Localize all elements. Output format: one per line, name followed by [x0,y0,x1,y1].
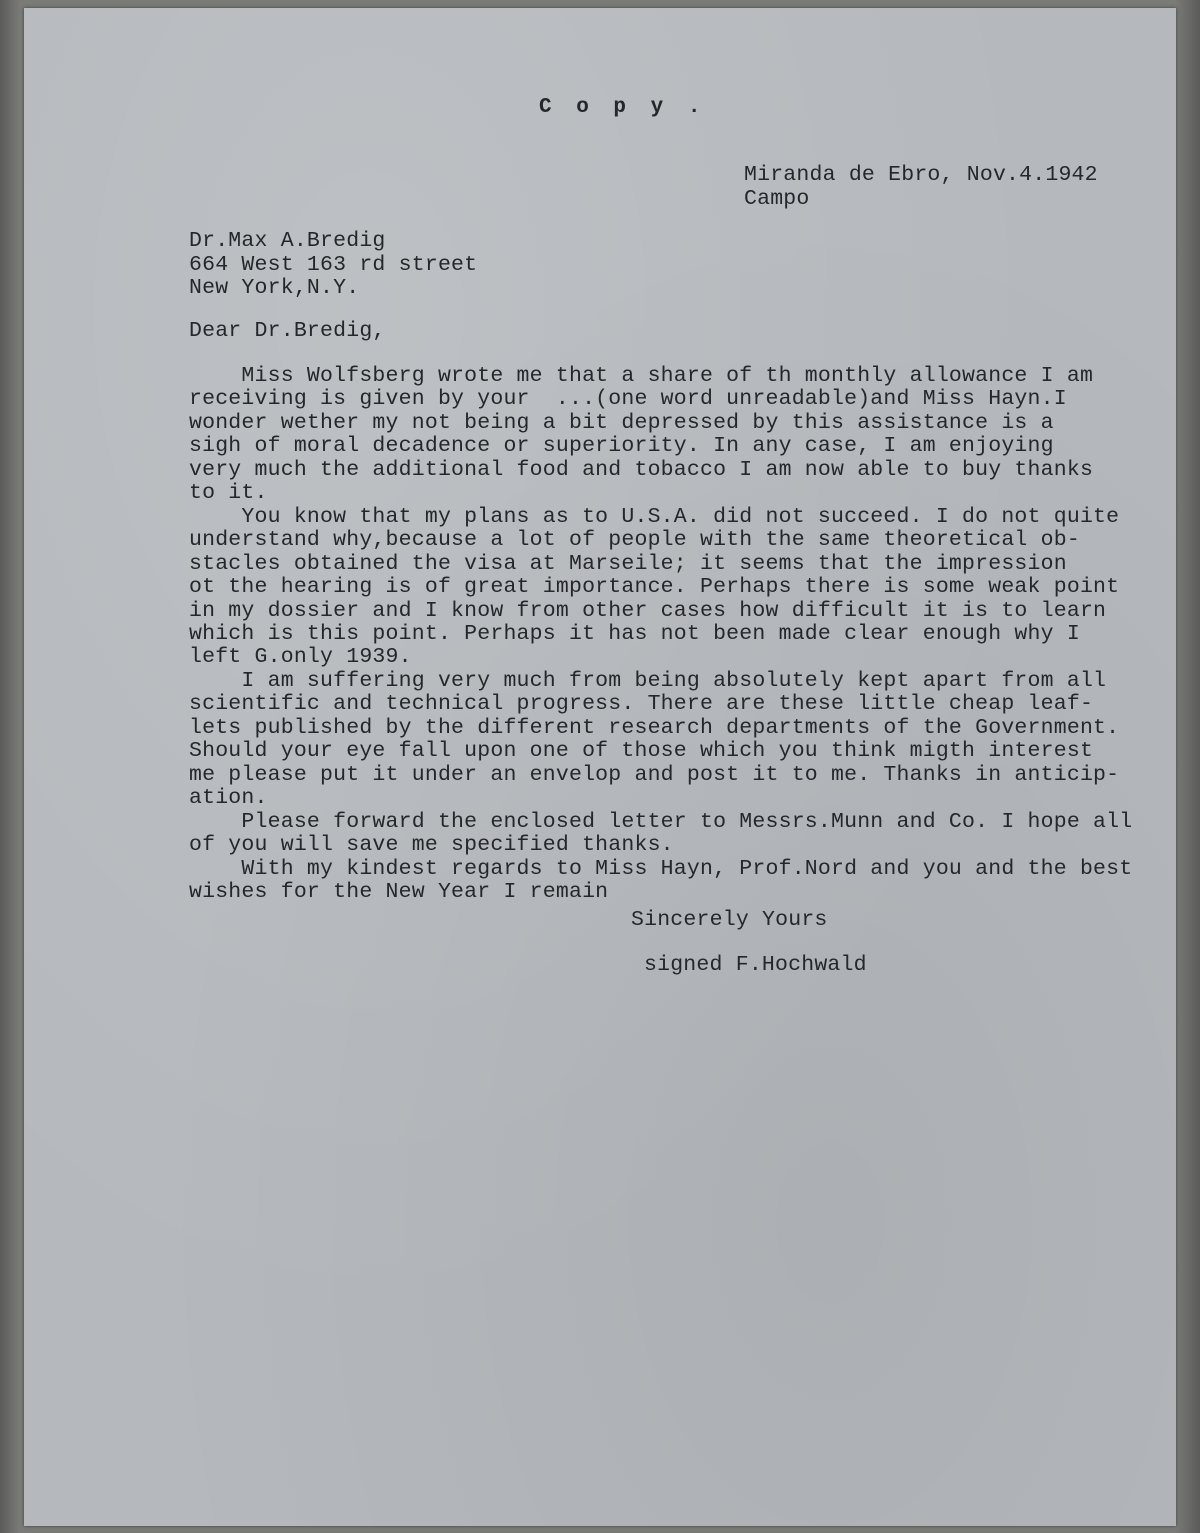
letter-body: Miss Wolfsberg wrote me that a share of th monthly allowance I am receiving is given by your ...(one word unreadable)and Miss Hayn.I wonder wether my not being a bit depressed by this assistance is a sigh of moral decadence or superiority. In any case, I am enjoying very much the additional food and tobacco I am now able to buy thanks to it. You know that my plans as to U.S.A. did not succeed. I do not quite understand why,because a lot of people with the same theoretical ob- stacles obtained the visa at Marseile; it seems that the impression ot the hearing is of great importance. Perhaps there is some weak point in my dossier and I know from other cases how difficult it is to learn which is this point. Perhaps it has not been made clear enough why I left G.only 1939. I am suffering very much from being absolutely kept apart from all scientific and technical progress. There are these little cheap leaf- lets published by the different research departments of the Government. Should your eye fall upon one of those which you think migth interest me please put it under an envelop and post it to me. Thanks in anticip- ation. Please forward the enclosed letter to Messrs.Munn and Co. I hope all of you will save me specified thanks. With my kindest regards to Miss Hayn, Prof.Nord and you and the best wishes for the New Year I remain [189,364,1133,904]
reverse-side-bleed-through [174,1278,874,1468]
letter-page [24,8,1176,1526]
salutation: Dear Dr.Bredig, [189,319,386,343]
copy-heading: C o p y . [539,96,707,119]
signature: signed F.Hochwald [644,953,867,977]
closing: Sincerely Yours [631,908,828,932]
place-date-block: Miranda de Ebro, Nov.4.1942 Campo [744,163,1098,211]
recipient-address: Dr.Max A.Bredig 664 West 163 rd street New York,N.Y. [189,229,478,301]
